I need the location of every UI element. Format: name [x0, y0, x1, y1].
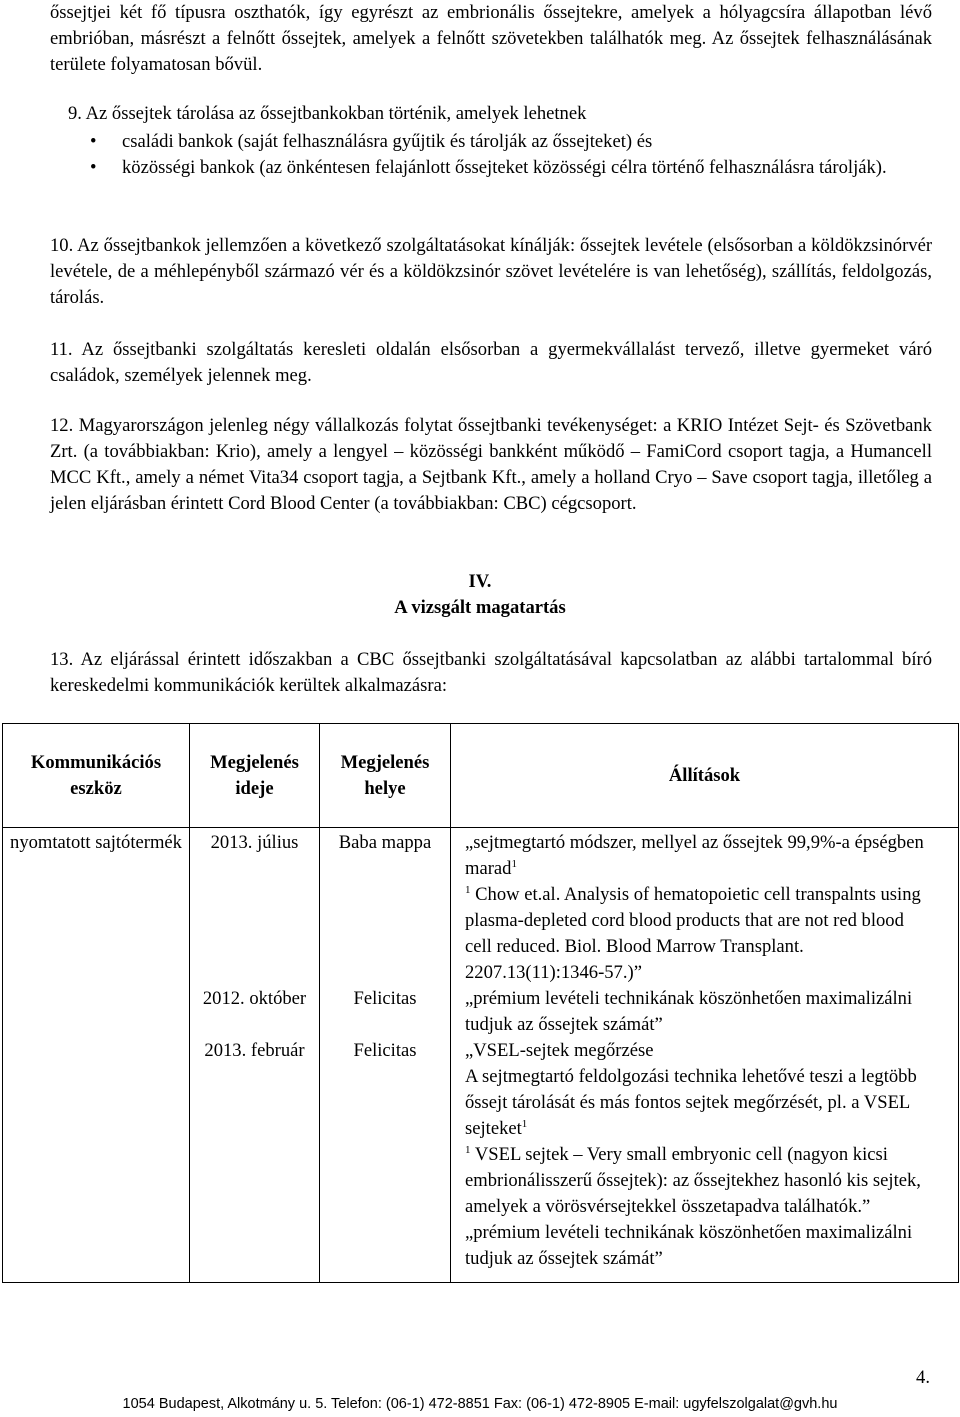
footnote-marker: 1 [511, 857, 517, 870]
paragraph-9-text: Az őssejtek tárolása az őssejtbankokban történik, amelyek lehetnek [85, 103, 587, 124]
paragraph-11-number: 11. [50, 339, 73, 360]
paragraph-13: 13. Az eljárással érintett időszakban a CBC őssejtbanki szolgáltatásával kapcsolatban az alábbi tartalommal bíró kereskedelmi kommunikációk kerültek alkalmazásra: [50, 649, 933, 696]
header-place: Megjelenés helye [320, 724, 451, 828]
claim-1: „sejtmegtartó módszer, mellyel az őssejtek 99,9%-a épségben marad$^1$ $^1$ Chow et.al. Analysis of hematopoietic cell transpalnts using plasma-depleted cord blood products that are not red blood cell reduced. Biol. Blood Marrow Transplant. 2207.13(11):1346-57.)” [465, 830, 934, 986]
communications-table [2, 723, 959, 1283]
paragraph-13-number: 13. [50, 649, 74, 670]
date-1: 2013. július [210, 832, 299, 853]
page-number: 4. [916, 1367, 930, 1388]
list-item: • közösségi bankok (az önkéntesen felajánlott őssejteket közösségi célra történő felhasználásra tárolják). [50, 155, 932, 181]
list-item: • családi bankok (saját felhasználásra gyűjtik és tárolják az őssejteket) és [50, 129, 932, 155]
bullet-icon: • [90, 131, 97, 152]
place-2: Felicitas [353, 988, 417, 1009]
claims-cell [451, 828, 959, 1283]
header-claims: Állítások [451, 724, 959, 828]
claim-3: „VSEL-sejtek megőrzése A sejtmegtartó feldolgozási technika lehetővé teszi a legtöbb őssejt tárolását és más fontos sejtek megőrzését, pl. a VSEL sejteket$^1$ $^1$ VSEL sejtek – Very small embryonic cell (nagyon kicsi embrionálisszerű őssejtek): az őssejtekhez hasonló kis sejtek, amelyek a vörösvérsejtekkel összetapadva találhatók.” „prémium levételi technikának köszönhetően maximalizálni tudjuk az őssejtek számát” [465, 1038, 934, 1272]
paragraph-10: 10. Az őssejtbankok jellemzően a következő szolgáltatásokat kínálják: őssejtek levétele (elsősorban a köldökzsinórvér levétele, de a méhlepényből származó vér és a köldökzsinór szövet levételére is van lehetőség), szállítás, feldolgozás, tárolás. [50, 235, 933, 308]
intro-paragraph: őssejtjei két fő típusra oszthatók, így egyrészt az embrionális őssejtekre, amelyek a hólyagcsíra állapotban lévő embrióban, másrészt a felnőtt őssejtek, amelyek a felnőtt szövetekben találhatók meg. Az őssejtek felhasználásának területe folyamatosan bővül. [50, 2, 932, 75]
section-number: IV. [468, 571, 492, 592]
header-date: Megjelenés ideje [190, 724, 320, 828]
paragraph-12-number: 12. [50, 415, 74, 436]
bank-types-list [50, 129, 932, 181]
date-2: 2012. október [202, 988, 307, 1009]
claim-2: „prémium levételi technikának köszönhetően maximalizálni tudjuk az őssejtek számát” [465, 988, 913, 1035]
paragraph-10-number: 10. [50, 235, 74, 256]
places-cell [320, 828, 451, 1283]
claim-3-note: $^1$ VSEL sejtek – Very small embryonic cell (nagyon kicsi embrionálisszerű őssejtek): az őssejtekhez hasonló kis sejtek, amelyek a vörösvérsejtekkel összetapadva találhatók.” [465, 1143, 921, 1217]
footnote-marker: 1 [521, 1117, 528, 1130]
medium-cell: nyomtatott sajtótermék [3, 828, 190, 1283]
header-medium: Kommunikációs eszköz [3, 724, 190, 828]
paragraph-9 [50, 101, 932, 127]
date-3: 2013. február [204, 1040, 305, 1061]
footer-contact: 1054 Budapest, Alkotmány u. 5. Telefon: (06-1) 472-8851 Fax: (06-1) 472-8905 E-mail: ugyfelszolgalat@gvh.hu [122, 1396, 838, 1412]
place-1: Baba mappa [338, 832, 432, 853]
section-title: A vizsgált magatartás [394, 597, 566, 618]
paragraph-9-number: 9. [68, 103, 82, 124]
dates-cell [190, 828, 320, 1283]
bullet-icon: • [90, 157, 97, 178]
table-row [3, 828, 959, 1283]
claim-1-note: $^1$ Chow et.al. Analysis of hematopoietic cell transpalnts using plasma-depleted cord blood products that are not red blood cell reduced. Biol. Blood Marrow Transplant. 2207.13(11):1346-57.)” [465, 883, 921, 983]
table-header-row [3, 724, 959, 828]
paragraph-11: 11. Az őssejtbanki szolgáltatás keresleti oldalán elsősorban a gyermekvállalást tervező, illetve gyermeket váró családok, személyek jelennek meg. [50, 339, 932, 386]
place-3: Felicitas [353, 1040, 417, 1061]
paragraph-12: 12. Magyarországon jelenleg négy vállalkozás folytat őssejtbanki tevékenységet: a KRIO Intézet Sejt- és Szövetbank Zrt. (a továbbiakban: Krio), amely a lengyel – közösségi bankként működő – FamiCord csoport tagja, a Humancell MCC Kft., amely a német Vita34 csoport tagja, a Sejtbank Kft., amely a holland Cryo – Save csoport tagja, illetőleg a jelen eljárásban érintett Cord Blood Center (a továbbiakban: CBC) cégcsoport. [50, 415, 932, 514]
